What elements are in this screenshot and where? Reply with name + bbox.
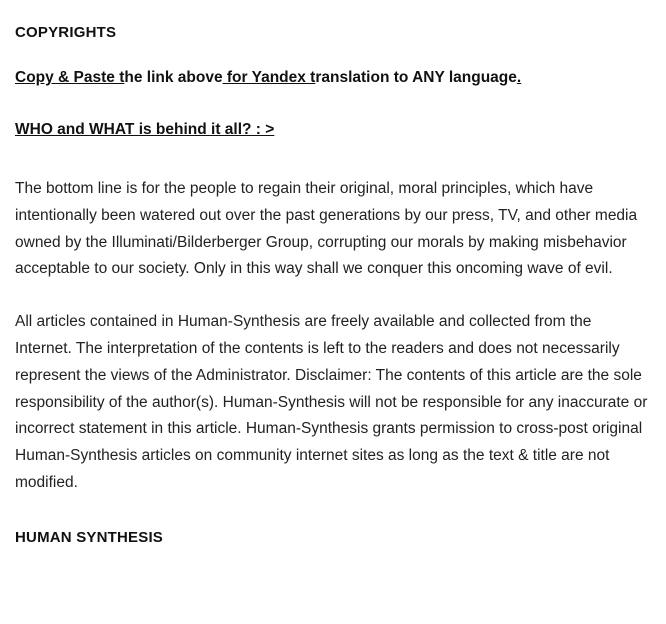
copy-paste-plain-mid: he link above — [124, 69, 223, 86]
paragraph-bottom-line: The bottom line is for the people to regain their original, moral principles, which have intentionally been watered out over the past generations by our press, TV, and other media owned by the Illuminati/Bilderberger Group, corrupting our morals by making misbehavior acceptable to our society. Only in this way shall we conquer this oncoming wave of evil. — [15, 179, 638, 278]
copy-paste-plain-end: ranslation to ANY language — [315, 69, 517, 86]
who-and-what-link[interactable]: WHO and WHAT is behind it all? : > — [15, 121, 275, 139]
copy-paste-underlined-start: Copy & Paste t — [15, 69, 125, 86]
heading-human-synthesis: HUMAN SYNTHESIS — [15, 528, 164, 546]
copy-paste-underlined-mid: for Yandex t — [222, 69, 316, 86]
page-title-copyrights: COPYRIGHTS — [15, 24, 117, 41]
copy-paste-underlined-period: . — [516, 69, 522, 86]
paragraph-disclaimer: All articles contained in Human-Synthesis are freely available and collected from the Internet. The interpretation of the contents is left to the readers and does not necessarily represent the views of the Administrator. Disclaimer: The contents of this article are the sole responsibility of the author(s). Human-Synthesis will not be responsible for any inaccurate or incorrect statement in this article. Human-Synthesis grants permission to cross-post original Human-Synthesis articles on community internet sites as long as the text & title are not modified. — [15, 313, 648, 492]
copy-paste-instruction — [15, 67, 650, 89]
